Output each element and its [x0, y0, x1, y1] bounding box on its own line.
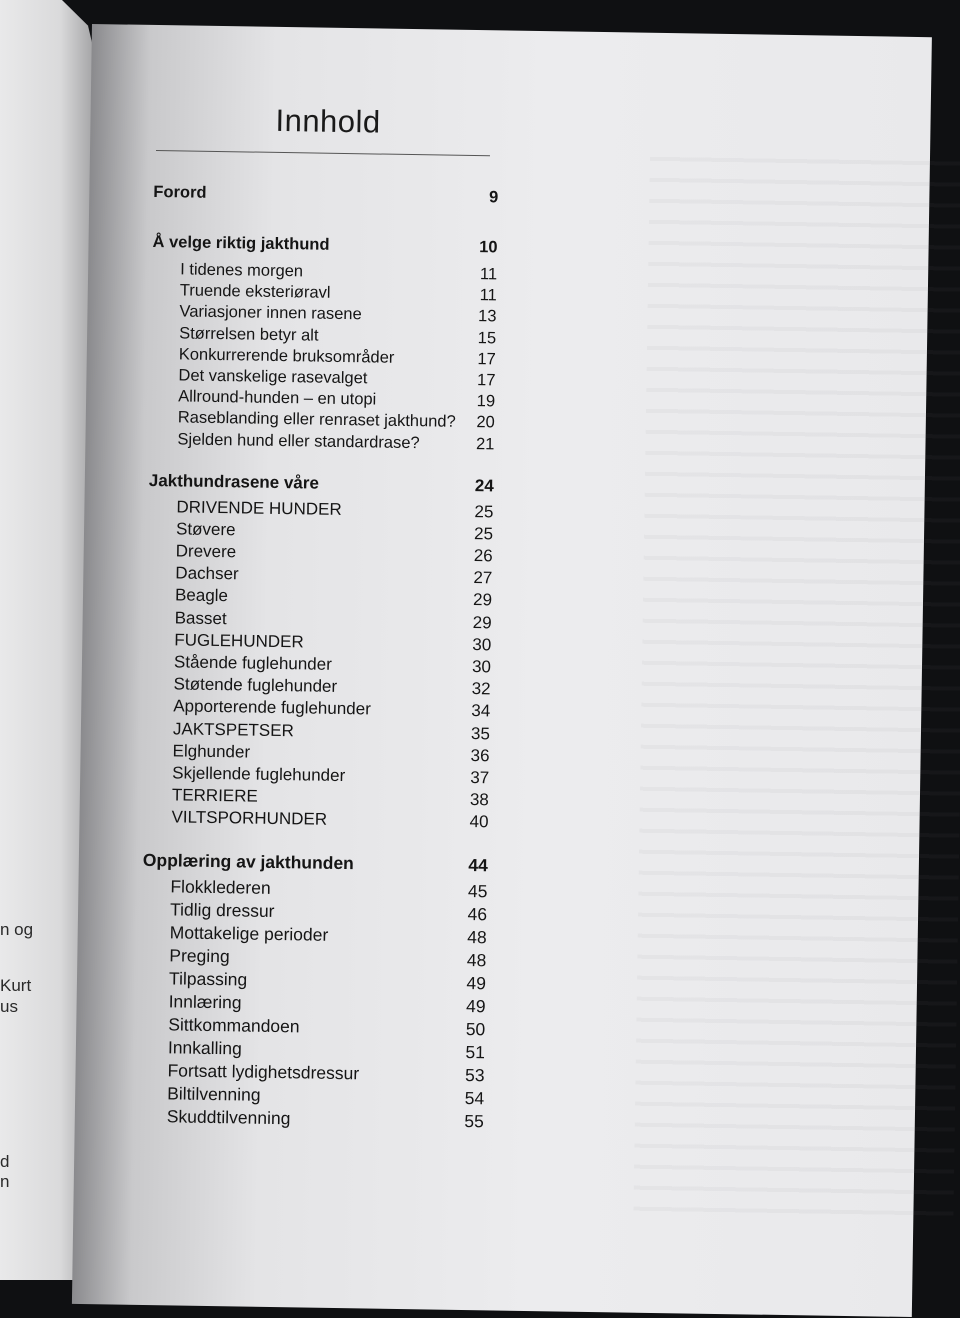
- toc-entry-label: Konkurrerende bruksområder: [178, 345, 395, 367]
- toc-entry-label: Elghunder: [172, 741, 251, 762]
- toc-section: [139, 844, 488, 1132]
- left-page-text-fragment: us: [0, 997, 18, 1016]
- toc-entry-label: Allround-hunden – en utopi: [178, 387, 377, 409]
- toc-entry-label: TERRIERE: [171, 785, 259, 806]
- toc-entry-page-number: 20: [476, 413, 495, 432]
- toc-entry-label: Truende eksteriøravl: [179, 281, 331, 302]
- section-title: Forord: [153, 182, 207, 202]
- toc-entry-label: VILTSPORHUNDER: [171, 807, 328, 830]
- toc-entry-page-number: 30: [472, 634, 492, 655]
- toc-entry-page-number: 51: [465, 1041, 486, 1062]
- toc-entry-label: Støtende fuglehunder: [173, 674, 338, 697]
- toc-entry: [149, 428, 494, 455]
- toc-entry-page-number: 45: [467, 880, 488, 901]
- toc-entry-page-number: 35: [470, 723, 491, 743]
- toc-entry-label: I tidenes morgen: [180, 260, 304, 281]
- toc-entry-label: Innkalling: [167, 1036, 243, 1058]
- toc-entry-page-number: 34: [471, 701, 491, 721]
- section-page-number: 9: [488, 188, 499, 207]
- toc-entry-label: Sjelden hund eller standardrase?: [177, 429, 420, 452]
- toc-entry-label: Basset: [174, 607, 227, 628]
- toc-entry-page-number: 48: [467, 926, 487, 947]
- section-page-number: 44: [468, 854, 488, 875]
- toc-entry-label: Drevere: [175, 541, 237, 562]
- toc-entry-label: Dachser: [175, 563, 239, 584]
- toc-entry-page-number: 17: [476, 371, 496, 390]
- toc-entry-label: Biltilvenning: [167, 1082, 261, 1105]
- toc-entry-label: Raseblanding eller renraset jakthund?: [177, 408, 456, 432]
- left-page-text-fragment: Kurt: [0, 976, 32, 995]
- toc-entry: [143, 806, 488, 834]
- toc-entry-label: DRIVENDE HUNDER: [176, 497, 342, 519]
- section-page-number: 10: [479, 238, 498, 257]
- toc-section: [143, 466, 494, 834]
- toc-entry-page-number: 36: [470, 745, 490, 766]
- toc-entry-label: Stående fuglehunder: [173, 652, 332, 674]
- toc-entry-page-number: 54: [464, 1087, 485, 1108]
- toc-entry-page-number: 48: [466, 949, 487, 970]
- toc-entry-label: Beagle: [174, 585, 229, 606]
- toc-entry-label: Variasjoner innen rasene: [179, 302, 362, 324]
- toc-section: [149, 225, 497, 455]
- toc-entry-page-number: 26: [473, 546, 493, 566]
- toc-entry-label: Preging: [169, 944, 230, 966]
- toc-entry-label: FUGLEHUNDER: [174, 630, 304, 652]
- toc-entry-page-number: 27: [473, 568, 493, 588]
- toc-section-heading: [153, 175, 498, 214]
- toc-entry-label: Tilpassing: [168, 967, 248, 990]
- toc-entry-label: Flokklederen: [170, 875, 271, 898]
- toc-entry-page-number: 17: [477, 349, 496, 369]
- right-page: [72, 24, 932, 1317]
- toc-entry-page-number: 49: [466, 995, 486, 1016]
- toc-entry-page-number: 19: [476, 392, 496, 411]
- toc-entry-page-number: 21: [475, 434, 495, 453]
- table-of-contents: [138, 175, 498, 1149]
- toc-entry-page-number: 11: [479, 286, 497, 305]
- toc-entry-label: Skuddtilvenning: [166, 1105, 291, 1128]
- toc-entry-page-number: 11: [479, 265, 498, 284]
- toc-entry-page-number: 53: [464, 1064, 485, 1085]
- left-page-text-fragment: n og: [0, 920, 34, 939]
- toc-entry: [139, 1104, 484, 1132]
- toc-entry-page-number: 55: [464, 1110, 484, 1131]
- toc-entry-label: Støvere: [175, 519, 236, 540]
- toc-entry-page-number: 37: [470, 767, 490, 788]
- section-page-number: 24: [474, 475, 494, 496]
- toc-entry-page-number: 29: [472, 612, 492, 632]
- toc-entry-page-number: 29: [472, 590, 493, 610]
- toc-entry-label: Skjellende fuglehunder: [172, 763, 346, 786]
- section-title: Jakthundrasene våre: [148, 470, 320, 493]
- toc-entry-page-number: 50: [465, 1018, 486, 1039]
- section-title: Opplæring av jakthunden: [142, 849, 355, 873]
- toc-entry-label: Mottakelige perioder: [169, 921, 329, 945]
- section-title: Å velge riktig jakthund: [152, 232, 330, 254]
- left-page-text-fragment: n: [0, 1172, 10, 1191]
- toc-entry-label: Fortsatt lydighetsdressur: [167, 1059, 360, 1083]
- toc-entry-page-number: 25: [474, 501, 494, 522]
- toc-entry-page-number: 40: [469, 812, 489, 832]
- toc-entry-page-number: 30: [471, 657, 492, 677]
- toc-entry-label: Sittkommandoen: [168, 1013, 300, 1036]
- toc-entry-label: JAKTSPETSER: [172, 718, 295, 740]
- toc-section: [153, 175, 498, 214]
- toc-entry-page-number: 15: [477, 328, 497, 347]
- bleed-through-text: [633, 143, 960, 1228]
- toc-entry-page-number: 25: [473, 523, 494, 544]
- toc-section-heading: [152, 225, 497, 264]
- toc-entry-page-number: 13: [477, 307, 497, 326]
- toc-entry-label: Det vanskelige rasevalget: [178, 366, 368, 388]
- title-divider: [156, 150, 490, 156]
- toc-entry-label: Apporterende fuglehunder: [173, 696, 371, 719]
- left-page-text-fragment: d: [0, 1152, 10, 1171]
- toc-entry-label: Størrelsen betyr alt: [179, 323, 319, 345]
- toc-entry-page-number: 38: [469, 790, 490, 810]
- toc-entry-page-number: 46: [467, 903, 488, 924]
- toc-entry-label: Innlæring: [168, 990, 242, 1012]
- page-title: Innhold: [275, 102, 381, 140]
- toc-entry-label: Tidlig dressur: [169, 898, 275, 921]
- toc-entry-page-number: 32: [471, 679, 491, 699]
- toc-entry-page-number: 49: [466, 972, 487, 993]
